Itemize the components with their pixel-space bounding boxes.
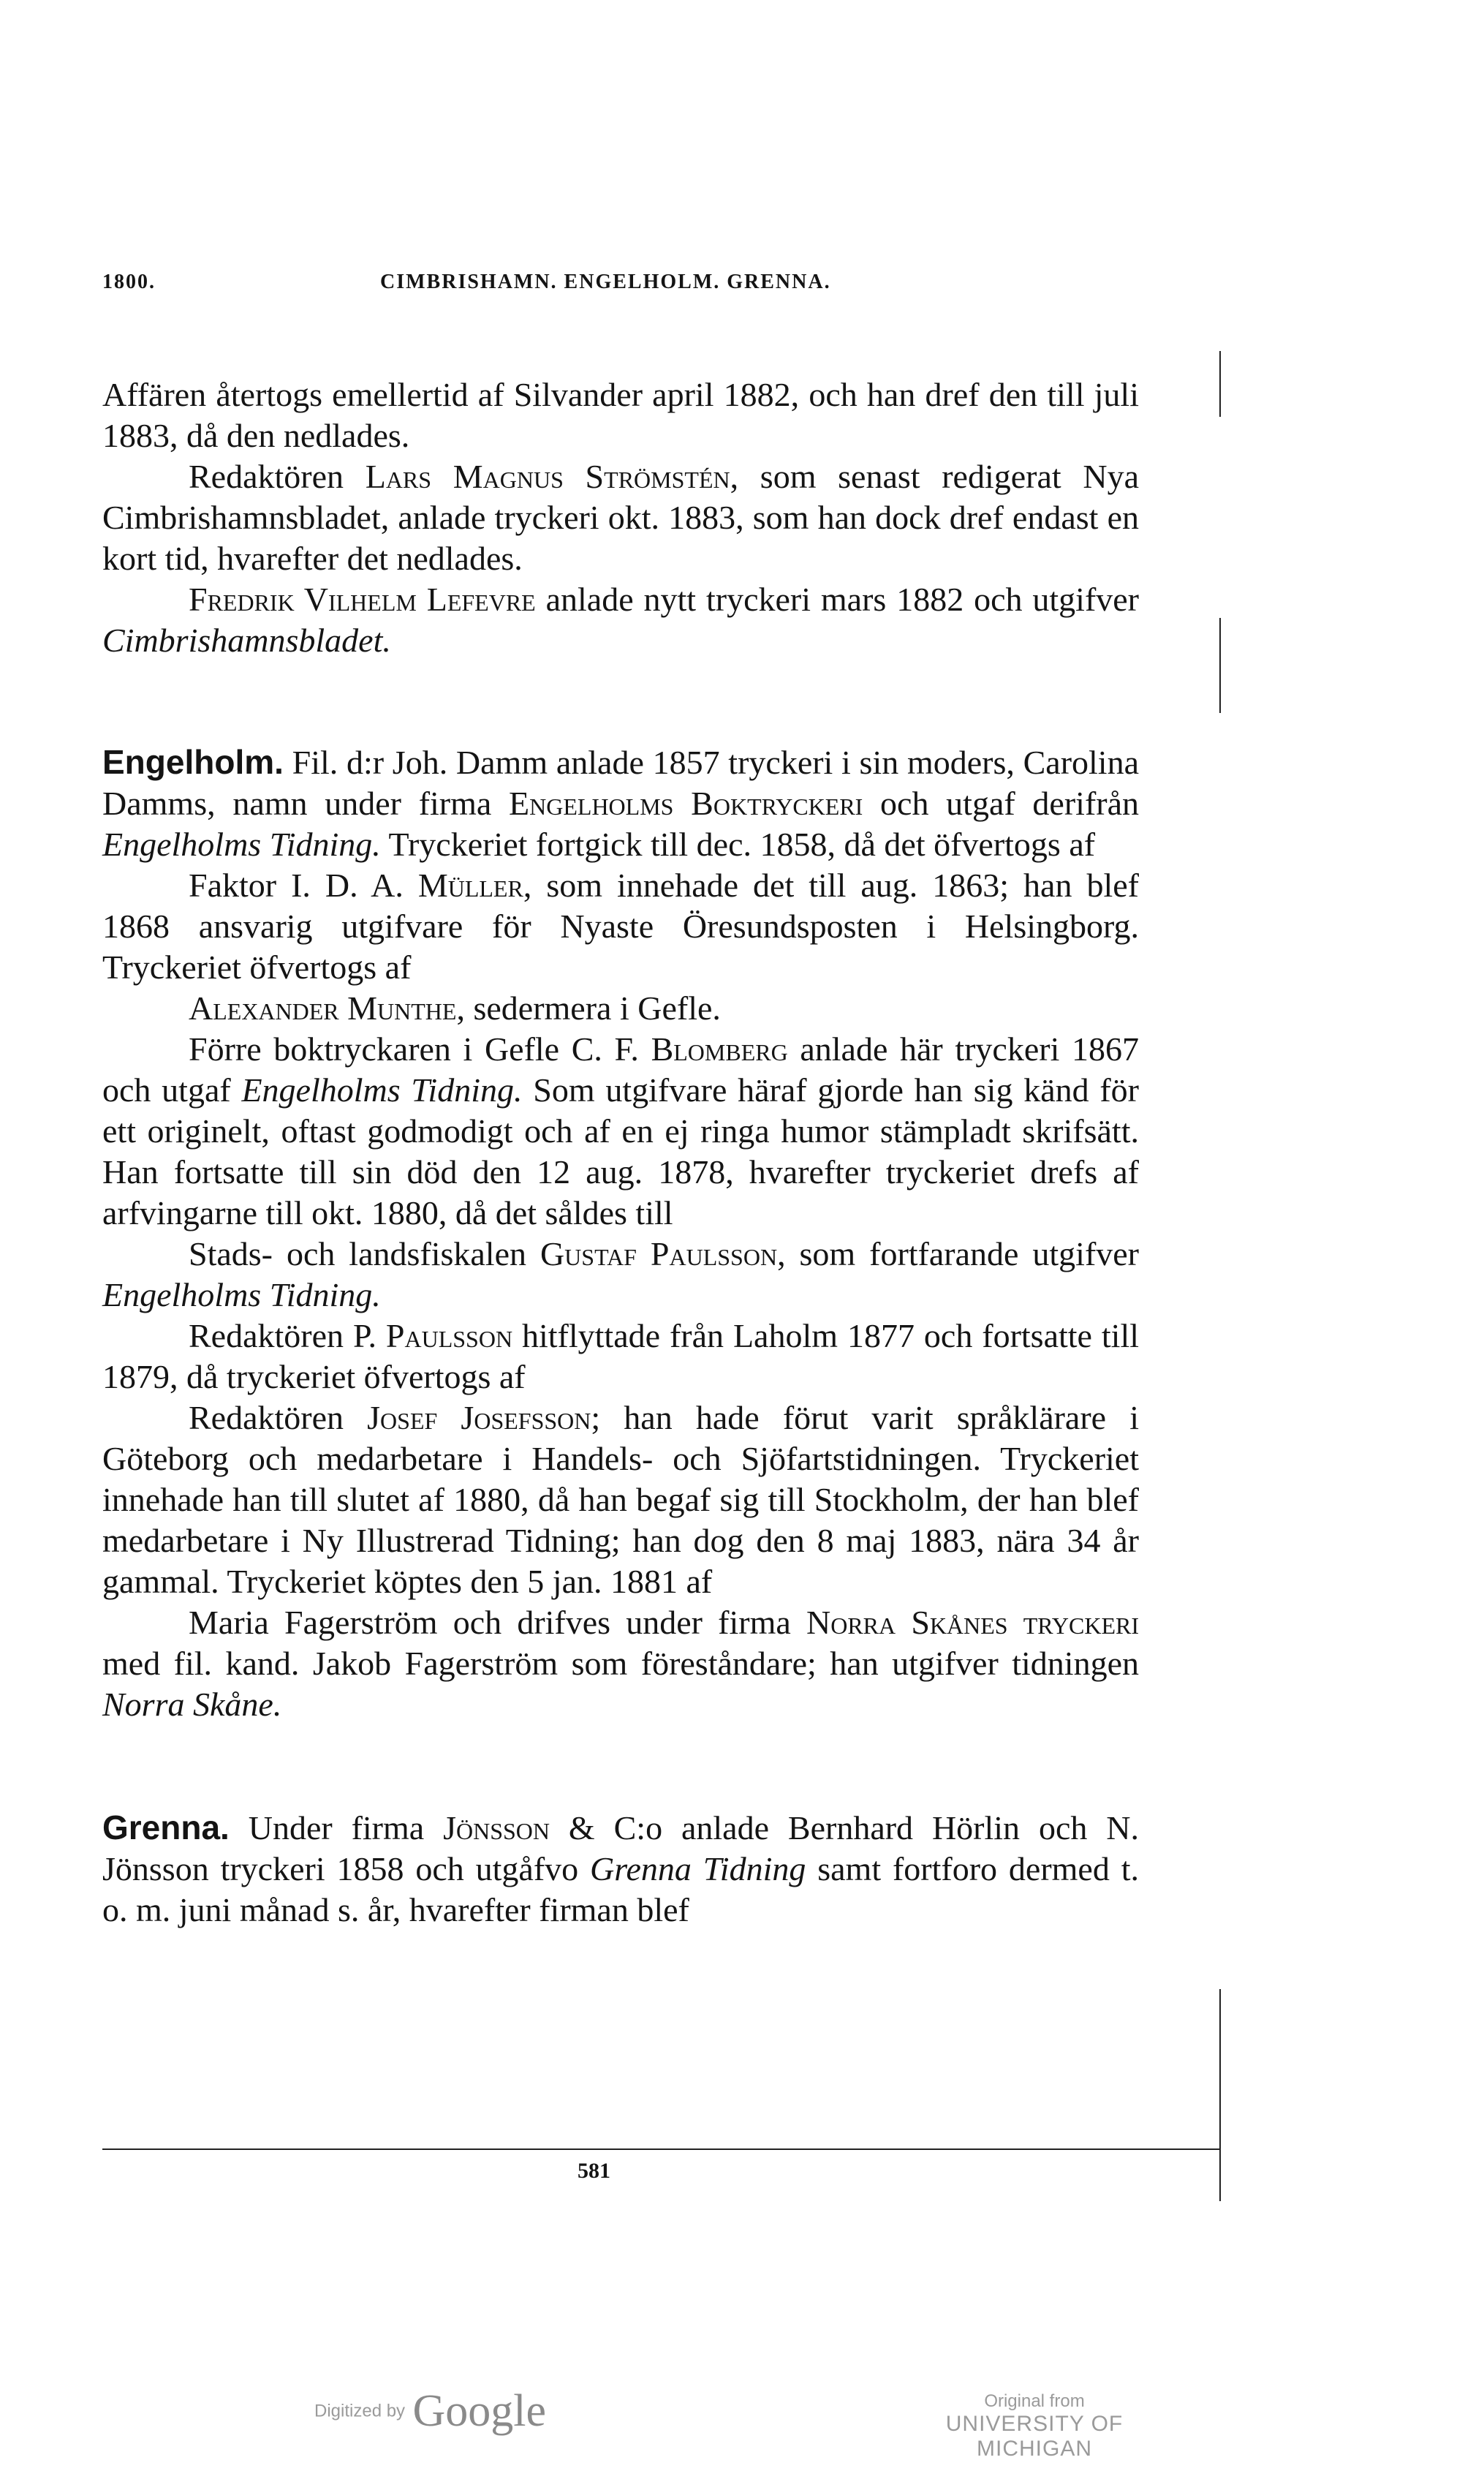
paragraph: Fredrik Vilhelm Lefevre anlade nytt tryckeri mars 1882 och utgifver Cimbrishamnsbladet. [102, 581, 1140, 659]
footer-rule [102, 2148, 1221, 2150]
newspaper-title: Cimbrishamnsbladet. [102, 622, 391, 659]
person-name: Blomberg [651, 1030, 788, 1068]
paragraph: Stads- och landsfiskalen Gustaf Paulsson, som fortfarande utgifver Engelholms Tidning. [102, 1235, 1139, 1313]
person-name: Paulsson [385, 1317, 513, 1354]
margin-rule [1219, 1989, 1221, 2201]
margin-rule [1219, 618, 1221, 713]
newspaper-title: Engelholms Tidning. [241, 1071, 523, 1109]
paragraph: Förre boktryckaren i Gefle C. F. Blomberg anlade här tryckeri 1867 och utgaf Engelholms Tidning. Som utgifvare häraf gjorde han sig känd för ett originelt, oftast godmodigt och af en ej ringa humor stämpladt skrifsätt. Han fortsatte till sin död den 12 aug. 1878, hvarefter tryckeriet drefs af arfvingarne till okt. 1880, då det såldes till [102, 1030, 1139, 1231]
newspaper-title: Norra Skåne. [102, 1686, 282, 1723]
section-gap [102, 661, 1139, 742]
margin-rule [1219, 351, 1221, 417]
paragraph: Engelholm. Fil. d:r Joh. Damm anlade 1857 tryckeri i sin moders, Carolina Damms, namn under firma Engelholms Boktryckeri och utgaf derifrån Engelholms Tidning. Tryckeriet fortgick till dec. 1858, då det öfvertogs af [102, 743, 1139, 863]
newspaper-title: Grenna Tidning [590, 1850, 806, 1887]
source-watermark: Original from UNIVERSITY OF MICHIGAN [945, 2391, 1124, 2461]
person-name: Josef Josefsson [367, 1399, 591, 1436]
page-number: 581 [578, 2159, 610, 2183]
google-logo: Google [412, 2386, 547, 2436]
paragraph: Redaktören P. Paulsson hitflyttade från Laholm 1877 och fortsatte till 1879, då tryckeriet öfvertogs af [102, 1317, 1140, 1395]
person-name: Alexander Munthe [189, 989, 457, 1027]
paragraph: Redaktören Josef Josefsson; han hade förut varit språklärare i Göteborg och medarbetare i Handels- och Sjöfartstidningen. Tryckeriet innehade han till slutet af 1880, då han begaf sig till Stockholm, der han blef medarbetare i Ny Illustrerad Tidning; han dog den 8 maj 1883, nära 34 år gammal. Tryckeriet köptes den 5 jan. 1881 af [102, 1399, 1139, 1600]
person-name: Lars Magnus Strömstén [365, 458, 730, 495]
paragraph: Faktor I. D. A. Müller, som innehade det till aug. 1863; han blef 1868 ansvarig utgifvare för Nyaste Öresundsposten i Helsingborg. Tryckeriet öfvertogs af [102, 867, 1139, 986]
section-gap [102, 1725, 1139, 1807]
page-year: 1800. [102, 271, 156, 293]
newspaper-title: Engelholms Tidning. [102, 826, 381, 863]
section-heading: Engelholm. [102, 743, 284, 781]
firm-name: Jönsson [443, 1809, 550, 1846]
paragraph: Redaktören Lars Magnus Strömstén, som senast redigerat Nya Cimbrishamnsbladet, anlade tryckeri okt. 1883, som han dock dref endast en kort tid, hvarefter det nedlades. [102, 458, 1140, 577]
firm-name: Norra Skånes tryckeri [806, 1604, 1139, 1641]
paragraph: Alexander Munthe, sedermera i Gefle. [189, 989, 721, 1027]
section-heading: Grenna. [102, 1808, 230, 1846]
main-text [102, 374, 1139, 1931]
newspaper-title: Engelholms Tidning. [102, 1276, 381, 1313]
firm-name: Engelholms Boktryckeri [509, 785, 863, 822]
paragraph: Maria Fagerström och drifves under firma Norra Skånes tryckeri med fil. kand. Jakob Fagerström som föreståndare; han utgifver tidningen Norra Skåne. [102, 1604, 1139, 1723]
paragraph: Grenna. Under firma Jönsson & C:o anlade Bernhard Hörlin och N. Jönsson tryckeri 1858 och utgåfvo Grenna Tidning samt fortforo dermed t. o. m. juni månad s. år, hvarefter firman blef [102, 1808, 1139, 1928]
person-name: Müller [417, 867, 523, 904]
digitized-by-watermark: Digitized by Google [314, 2386, 547, 2436]
running-title: CIMBRISHAMN. ENGELHOLM. GRENNA. [380, 271, 831, 293]
person-name: Gustaf Paulsson [540, 1235, 778, 1272]
paragraph: Affären återtogs emellertid af Silvander april 1882, och han dref den till juli 1883, då den nedlades. [102, 376, 1139, 454]
person-name: Fredrik Vilhelm Lefevre [189, 581, 536, 618]
